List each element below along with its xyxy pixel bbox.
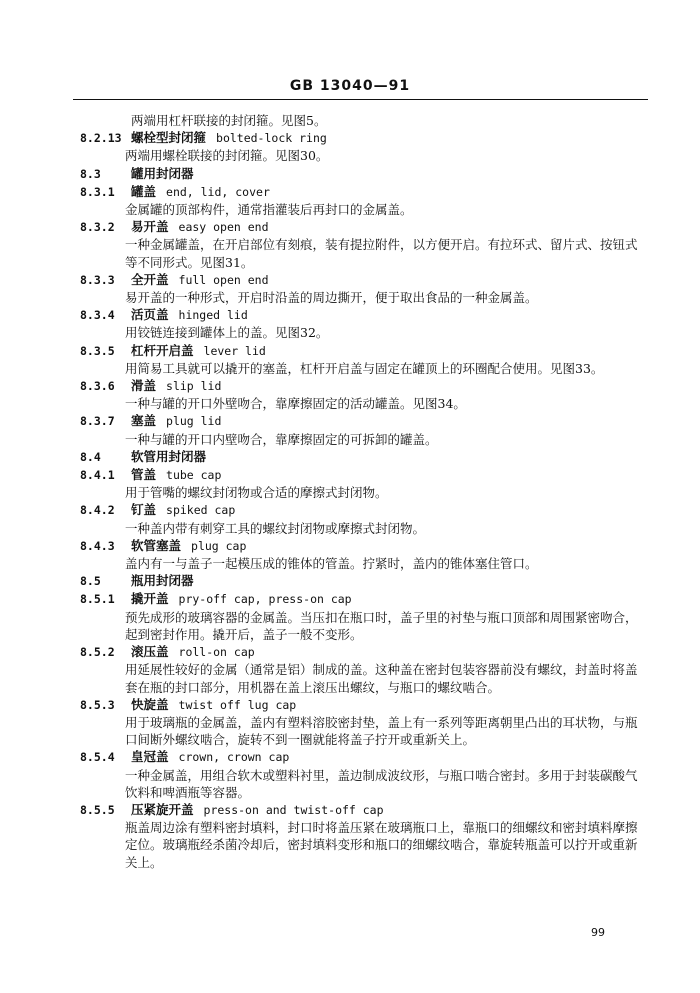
clause-number: 8.4.1 — [80, 468, 115, 483]
definition-text: 预先成形的玻璃容器的金属盖。当压扣在瓶口时，盖子里的衬垫与瓶口顶部和周围紧密吻合， — [125, 609, 638, 625]
clause-number: 8.2.13 — [80, 131, 122, 146]
term-entry — [80, 643, 650, 661]
definition-text: 定位。玻璃瓶经杀菌冷却后，密封填料变形和瓶口的细螺纹啮合，靠旋转瓶盖可以拧开或重新 — [125, 837, 638, 853]
term-chinese: 软管用封闭器 — [131, 448, 207, 464]
definition-text: 一种盖内带有刺穿工具的螺纹封闭物或摩擦式封闭物。 — [125, 520, 426, 536]
clause-number: 8.4.2 — [80, 503, 115, 518]
term-entry — [80, 218, 650, 236]
clause-number: 8.3.5 — [80, 343, 115, 358]
term-entry — [80, 801, 650, 819]
term-english: crown, crown cap — [178, 750, 290, 765]
term-chinese: 塞盖 — [131, 413, 157, 429]
clause-number: 8.5 — [80, 574, 101, 589]
definition-text: 关上。 — [125, 854, 163, 870]
definition-text: 用铰链连接到罐体上的盖。见图32。 — [125, 325, 329, 341]
term-english: twist off lug cap — [178, 697, 297, 712]
term-english: bolted-lock ring — [216, 131, 327, 146]
term-english: plug lid — [166, 414, 222, 429]
definition-text: 用简易工具就可以撬开的塞盖，杠杆开启盖与固定在罐顶上的环圈配合使用。见图33。 — [125, 360, 604, 376]
term-chinese: 瓶用封闭器 — [131, 573, 194, 589]
term-chinese: 皇冠盖 — [131, 749, 169, 765]
term-entry — [80, 342, 650, 360]
term-english: spiked cap — [166, 503, 236, 518]
term-chinese: 罐盖 — [131, 183, 157, 199]
term-english: easy open end — [178, 220, 269, 235]
term-chinese: 螺栓型封闭箍 — [131, 130, 207, 146]
term-entry — [80, 748, 650, 766]
term-chinese: 罐用封闭器 — [131, 165, 194, 181]
definition-text: 口间断外螺纹啮合，旋转不到一圈就能将盖子拧开或重新关上。 — [125, 732, 476, 748]
term-entry — [80, 572, 650, 590]
clause-number: 8.3.4 — [80, 308, 115, 323]
term-entry — [80, 537, 650, 555]
definition-text: 起到密封作用。撬开后，盖子一般不变形。 — [125, 626, 363, 642]
term-entry — [80, 377, 650, 395]
term-english: slip lid — [166, 379, 222, 394]
header-rule — [73, 99, 648, 100]
clause-number: 8.5.1 — [80, 592, 115, 607]
clause-number: 8.3.2 — [80, 220, 115, 235]
term-chinese: 杠杆开启盖 — [131, 342, 194, 358]
term-entry — [80, 183, 650, 201]
term-chinese: 全开盖 — [131, 271, 169, 287]
term-entry — [80, 271, 650, 289]
definition-text: 盖内有一与盖子一起模压成的锥体的管盖。拧紧时，盖内的锥体塞住管口。 — [125, 556, 538, 572]
document-body — [80, 112, 650, 871]
term-english: plug cap — [191, 538, 247, 553]
clause-number: 8.3.7 — [80, 414, 115, 429]
definition-text: 用延展性较好的金属（通常是铝）制成的盖。这种盖在密封包装容器前没有螺纹，封盖时将盖 — [125, 662, 638, 678]
clause-number: 8.5.5 — [80, 802, 115, 817]
definition-text: 一种金属罐盖，在开启部位有刻痕，装有提拉附件，以方便开启。有拉环式、留片式、按钮式 — [125, 237, 638, 253]
page-header: GB 13040—91 — [289, 78, 411, 94]
term-chinese: 滚压盖 — [131, 644, 169, 660]
term-english: press-on and twist-off cap — [203, 802, 384, 817]
term-english: tube cap — [166, 468, 222, 483]
term-english: full open end — [178, 272, 269, 287]
term-english: end, lid, cover — [166, 184, 270, 199]
term-entry — [80, 306, 650, 324]
definition-text: 一种与罐的开口外壁吻合，靠摩擦固定的活动罐盖。见图34。 — [125, 396, 466, 412]
definition-text: 两端用螺栓联接的封闭箍。见图30。 — [125, 148, 329, 164]
clause-number: 8.4 — [80, 449, 101, 464]
definition-text: 一种金属盖，用组合软木或塑料衬里，盖边制成波纹形，与瓶口啮合密封。多用于封装碳酸气 — [125, 767, 638, 783]
term-entry — [80, 448, 650, 466]
term-chinese: 滑盖 — [131, 378, 157, 394]
term-entry — [80, 501, 650, 519]
definition-text: 易开盖的一种形式，开启时沿盖的周边撕开，便于取出食品的一种金属盖。 — [125, 290, 538, 306]
definition-text: 饮料和啤酒瓶等容器。 — [125, 784, 251, 800]
definition-text: 用于管嘴的螺纹封闭物或合适的摩擦式封闭物。 — [125, 485, 388, 501]
term-chinese: 快旋盖 — [131, 696, 169, 712]
term-english: pry-off cap, press-on cap — [178, 592, 352, 607]
clause-number: 8.5.3 — [80, 697, 115, 712]
term-chinese: 管盖 — [131, 467, 157, 483]
page-number: 99 — [591, 926, 605, 939]
clause-number: 8.5.2 — [80, 645, 115, 660]
definition-text: 等不同形式。见图31。 — [125, 254, 254, 270]
clause-number: 8.3.1 — [80, 184, 115, 199]
term-chinese: 易开盖 — [131, 219, 169, 235]
term-entry — [80, 466, 650, 484]
term-english: roll-on cap — [178, 645, 255, 660]
definition-text: 用于玻璃瓶的金属盖，盖内有塑料溶胶密封垫，盖上有一系列等距离朝里凸出的耳状物，与瓶 — [125, 714, 638, 730]
continuation-text: 两端用杠杆联接的封闭箍。见图5。 — [131, 113, 327, 128]
term-entry — [80, 696, 650, 714]
definition-text: 套在瓶的封口部分，用机器在盖上滚压出螺纹，与瓶口的螺纹啮合。 — [125, 679, 501, 695]
term-english: lever lid — [203, 343, 266, 358]
clause-number: 8.4.3 — [80, 538, 115, 553]
term-english: hinged lid — [178, 308, 248, 323]
term-chinese: 压紧旋开盖 — [131, 801, 194, 817]
term-chinese: 钉盖 — [131, 502, 157, 518]
definition-text: 瓶盖周边涂有塑料密封填料，封口时将盖压紧在玻璃瓶口上，靠瓶口的细螺纹和密封填料摩擦 — [125, 820, 638, 836]
clause-number: 8.3.3 — [80, 272, 115, 287]
term-chinese: 软管塞盖 — [131, 537, 182, 553]
term-chinese: 撬开盖 — [131, 591, 169, 607]
definition-text: 金属罐的顶部构件，通常指灌装后再封口的金属盖。 — [125, 202, 413, 218]
definition-text: 一种与罐的开口内壁吻合，靠摩擦固定的可拆卸的罐盖。 — [125, 431, 438, 447]
term-entry — [80, 590, 650, 608]
clause-number: 8.3.6 — [80, 379, 115, 394]
term-entry — [80, 129, 650, 147]
term-entry — [80, 165, 650, 183]
term-chinese: 活页盖 — [131, 307, 169, 323]
clause-number: 8.3 — [80, 166, 101, 181]
clause-number: 8.5.4 — [80, 750, 115, 765]
term-entry — [80, 412, 650, 430]
